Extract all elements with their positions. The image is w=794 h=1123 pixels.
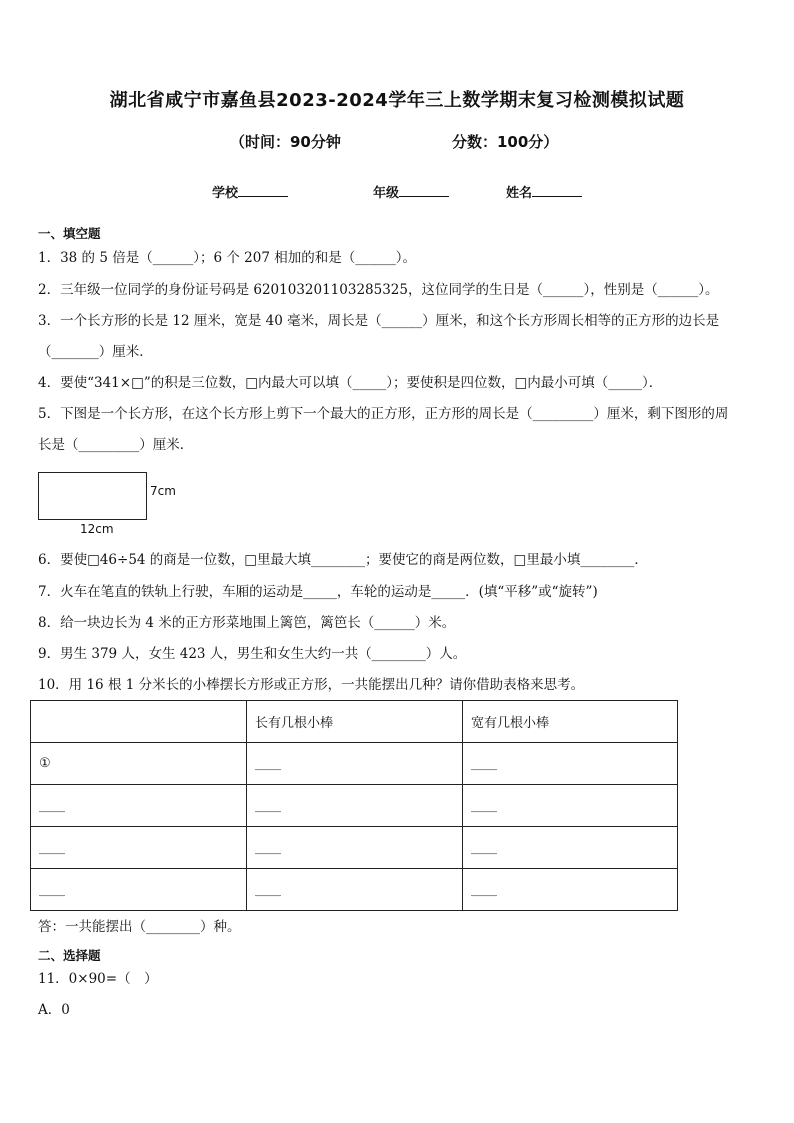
exam-time: （时间：90分钟 [230,133,341,151]
table-row [31,743,678,785]
table-row [31,827,678,869]
table-cell: ① [31,743,247,785]
question-7: 7．火车在笔直的铁轨上行驶，车厢的运动是_____，车轮的运动是_____．(填“平移”或“旋转”) [38,584,598,600]
table-cell: ____ [247,785,463,827]
question-3-line-1: 3．一个长方形的长是 12 厘米，宽是 40 毫米，周长是（______）厘米，和这个长方形周长相等的正方形的边长是 [38,313,720,329]
table-header-cell: 宽有几根小棒 [463,701,678,743]
table-row [31,785,678,827]
grade-label: 年级 [373,186,400,201]
table-cell: ____ [31,827,247,869]
stick-table [30,700,678,911]
page-title: 湖北省咸宁市嘉鱼县2023-2024学年三上数学期末复习检测模拟试题 [109,90,685,111]
rectangle-height-label: 7cm [150,484,176,498]
table-cell: ____ [247,827,463,869]
section-fill-blanks: 一、填空题 [38,226,101,241]
answer-line: 答：一共能摆出（________）种。 [38,919,241,935]
school-field [212,182,288,201]
question-1: 1．38 的 5 倍是（______）；6 个 207 相加的和是（______）。 [38,250,416,266]
table-header-cell: 长有几根小棒 [247,701,463,743]
table-header-cell [31,701,247,743]
table-row [31,869,678,911]
question-2: 2．三年级一位同学的身份证号码是 620103201103285325，这位同学的生日是（______），性别是（______）。 [38,282,719,298]
question-8: 8．给一块边长为 4 米的正方形菜地围上篱笆，篱笆长（______）米。 [38,615,456,631]
name-label: 姓名 [506,186,533,201]
question-4: 4．要使“341×□”的积是三位数，□内最大可以填（_____）；要使积是四位数，□内最小可填（_____）． [38,375,663,391]
table-cell: ____ [463,827,678,869]
table-cell: ____ [247,869,463,911]
table-cell: ____ [31,869,247,911]
table-cell: ____ [463,743,678,785]
table-header-row [31,701,678,743]
grade-field [373,182,449,201]
question-5-line-2: 长是（_________）厘米． [38,437,194,453]
rectangle-figure [38,472,147,520]
question-11: 11．0×90=（ ） [38,971,158,987]
question-11-option-a: A．0 [38,1002,70,1018]
question-5-line-1: 5．下图是一个长方形，在这个长方形上剪下一个最大的正方形，正方形的周长是（_________）厘米，剩下图形的周 [38,406,729,422]
table-cell: ____ [463,785,678,827]
rectangle-width-label: 12cm [80,522,114,536]
table-cell: ____ [247,743,463,785]
question-6: 6．要使□46÷54 的商是一位数，□里最大填________；要使它的商是两位数，□里最小填________． [38,552,648,568]
section-multiple-choice: 二、选择题 [38,948,101,963]
question-9: 9．男生 379 人，女生 423 人，男生和女生大约一共（________）人。 [38,646,467,662]
exam-score: 分数：100分） [452,133,559,151]
school-label: 学校 [212,186,239,201]
name-blank [532,184,582,197]
table-cell: ____ [31,785,247,827]
question-3-line-2: （_______）厘米． [38,344,153,360]
table-cell: ____ [463,869,678,911]
question-10: 10．用 16 根 1 分米长的小棒摆长方形或正方形，一共能摆出几种？请你借助表格来思考。 [38,677,585,693]
grade-blank [399,184,449,197]
school-blank [238,184,288,197]
name-field [506,182,582,201]
